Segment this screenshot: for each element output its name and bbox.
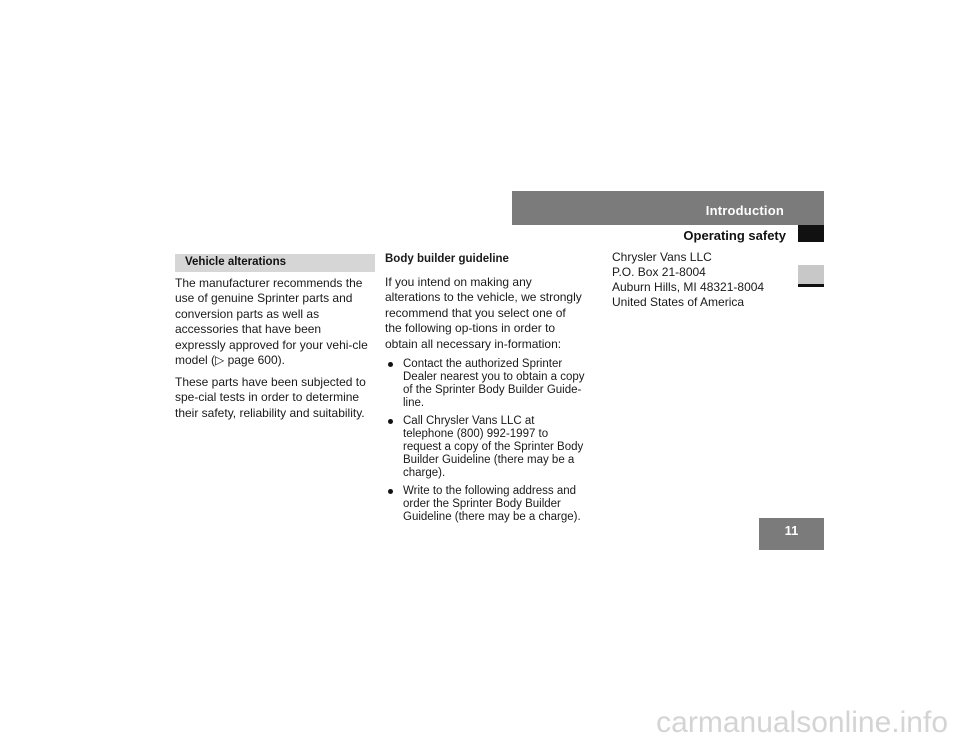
vehicle-alterations-paragraph-2: These parts have been subjected to spe-cial tests in order to determine their safety, reliability and suitability. xyxy=(175,374,366,420)
address-line: United States of America xyxy=(612,295,745,309)
page-number-box xyxy=(759,518,824,550)
column-body-builder-guideline xyxy=(385,252,585,529)
list-item-text: Contact the authorized Sprinter Dealer nearest you to obtain a copy of the Sprinter Body Builder Guide-line. xyxy=(403,358,585,409)
list-item-text: Write to the following address and order the Sprinter Body Builder Guideline (there may be a charge). xyxy=(403,485,581,523)
list-item xyxy=(385,485,585,524)
list-item-text: Call Chrysler Vans LLC at telephone (800) 992-1997 to request a copy of the Sprinter Body Builder Guideline (there may be a charge). xyxy=(403,415,584,479)
bullet-icon xyxy=(388,489,393,494)
chapter-tab-rule xyxy=(798,284,824,287)
body-builder-options-list xyxy=(385,358,585,524)
vehicle-alterations-heading: Vehicle alterations xyxy=(175,254,375,272)
list-item xyxy=(385,358,585,410)
section-tab-marker xyxy=(798,225,824,242)
column-vehicle-alterations xyxy=(175,254,375,427)
body-builder-intro: If you intend on making any alterations to the vehicle, we strongly recommend that you select one of the following op-tions in order to obtain all necessary in-formation: xyxy=(385,274,582,351)
address-line: P.O. Box 21-8004 xyxy=(612,265,706,279)
chapter-tab-marker xyxy=(798,265,824,284)
bullet-icon xyxy=(388,419,393,424)
watermark: carmanualsonline.info xyxy=(656,706,948,739)
body-builder-heading: Body builder guideline xyxy=(385,253,509,265)
column-address xyxy=(612,250,792,310)
vehicle-alterations-paragraph-1: The manufacturer recommends the use of genuine Sprinter parts and conversion parts as well as accessories that have been expressly approved for your vehi-cle model (▷ page 600). xyxy=(175,275,368,367)
chapter-title: Introduction xyxy=(705,203,784,218)
bullet-icon xyxy=(388,362,393,367)
address-line: Auburn Hills, MI 48321-8004 xyxy=(612,280,765,294)
list-item xyxy=(385,415,585,480)
address-line: Chrysler Vans LLC xyxy=(612,250,712,264)
chapter-header-band xyxy=(512,191,824,225)
section-title: Operating safety xyxy=(683,228,786,243)
page-number: 11 xyxy=(784,523,799,538)
